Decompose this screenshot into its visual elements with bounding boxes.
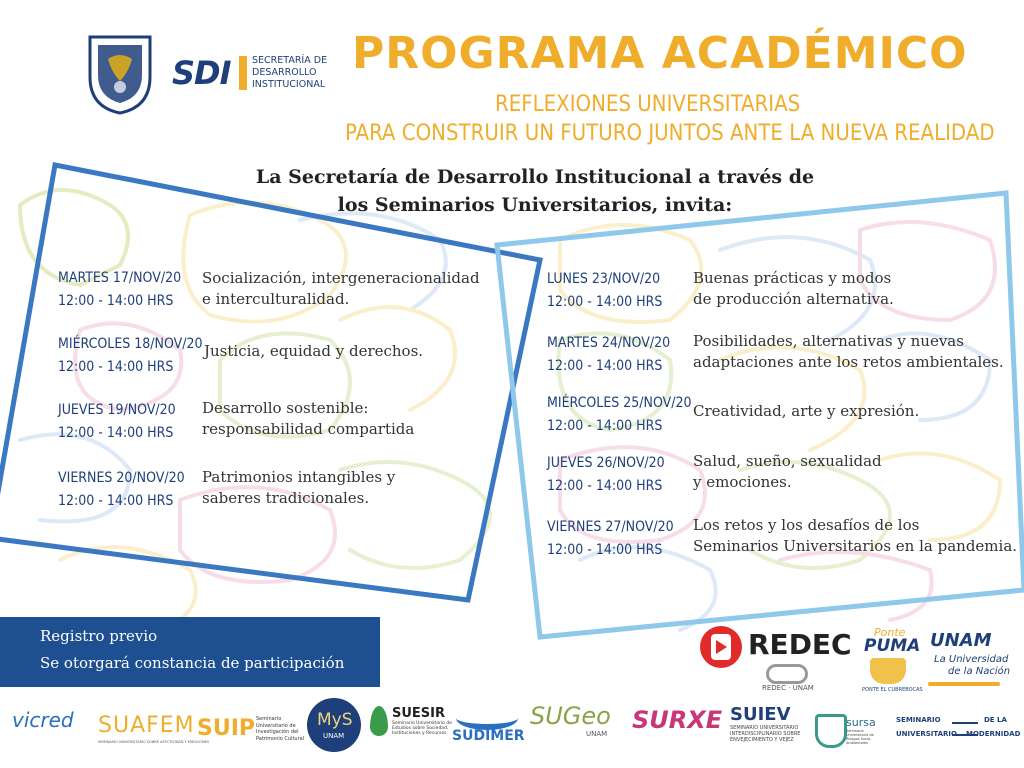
topic-line: de producción alternativa. (693, 290, 894, 308)
unam-nacion-logo (928, 630, 1011, 692)
session-time: 12:00 - 14:00 HRS (58, 293, 174, 309)
session-topic (202, 398, 414, 440)
suip-sub-line: Investigación del (256, 729, 299, 735)
surxe-logo: SURXE (632, 706, 723, 734)
sumd-line4: MODERNIDAD (966, 730, 1021, 738)
session-topic (693, 331, 1004, 373)
registration-line1: Registro previo (40, 627, 158, 645)
topic-line: e interculturalidad. (202, 290, 350, 308)
topic-line: Posibilidades, alternativas y nuevas (693, 332, 964, 350)
topic-line: Socialización, intergeneracionalidad (202, 269, 480, 287)
sdi-abbrev: SDI (172, 54, 231, 92)
left-frame (0, 165, 540, 600)
session-day: MARTES 24/NOV/20 (547, 335, 671, 351)
unam-nacion-swoosh (928, 682, 1000, 686)
suesir-sub2: Estudios sobre Sociedad, (392, 726, 449, 731)
vicred-logo (12, 708, 74, 732)
session-day: MIÉRCOLES 25/NOV/20 (547, 395, 692, 411)
unam-nacion-line2: de la Nación (948, 666, 1011, 677)
unam-nacion-title: UNAM (930, 630, 992, 651)
suesir-sub1: Seminario Universitario de (392, 721, 452, 726)
suiev-sub2: INTERDISCIPLINARIO SOBRE (730, 731, 801, 737)
registration-line2: Se otorgará constancia de participación (40, 654, 345, 672)
suiev-sub1: SEMINARIO UNIVERSITARIO (730, 725, 799, 731)
sumd-line2: DE LA (984, 716, 1007, 724)
mys-sub: UNAM (323, 732, 345, 740)
suesir-text: SUESIR (392, 706, 446, 721)
sumd-logo (896, 716, 1021, 746)
ponte-puma-sub: PONTE EL CUBREBOCAS (862, 687, 923, 693)
subtitle-line2: PARA CONSTRUIR UN FUTURO JUNTOS ANTE LA NUEVA REALIDAD (345, 121, 995, 146)
session-time: 12:00 - 14:00 HRS (547, 478, 663, 494)
list-item (547, 333, 670, 377)
sumd-wave-icon (952, 722, 978, 736)
topic-line: responsabilidad compartida (202, 420, 415, 438)
session-day: VIERNES 27/NOV/20 (547, 519, 674, 535)
sugeo-text: SUGeo (530, 702, 611, 730)
session-day: VIERNES 20/NOV/20 (58, 470, 185, 486)
suip-sub-line: Patrimonio Cultural (256, 735, 305, 742)
puma-text: PUMA (864, 636, 921, 656)
sdi-line3: INSTITUCIONAL (252, 79, 326, 90)
list-item (58, 468, 185, 512)
list-item (58, 268, 181, 312)
ponte-puma-logo (856, 624, 922, 696)
topic-line: Creatividad, arte y expresión. (693, 402, 920, 420)
suesir-sub3: Instituciones y Recursos (392, 731, 447, 736)
session-time: 12:00 - 14:00 HRS (58, 493, 174, 509)
session-day: JUEVES 19/NOV/20 (58, 402, 176, 418)
sugeo-logo (530, 702, 611, 738)
topic-line: adaptaciones ante los retos ambientales. (693, 353, 1004, 371)
page-title: PROGRAMA ACADÉMICO (352, 28, 968, 79)
sursa-sub: Seminario Universitario de Riesgos Socio-Ambientales (846, 729, 874, 745)
suiev-sub3: ENVEJECIMIENTO Y VEJEZ (730, 737, 794, 743)
topic-line: Desarrollo sostenible: (202, 399, 369, 417)
session-topic (204, 341, 423, 362)
session-time: 12:00 - 14:00 HRS (547, 542, 663, 558)
topic-line: Justicia, equidad y derechos. (204, 342, 424, 360)
session-time: 12:00 - 14:00 HRS (58, 425, 174, 441)
topic-line: saberes tradicionales. (202, 489, 370, 507)
redec-title: REDEC (748, 628, 852, 661)
sumd-line3: UNIVERSITARIO (896, 730, 957, 738)
play-triangle-icon (716, 640, 727, 654)
list-item (547, 393, 692, 437)
list-item (547, 517, 674, 561)
session-topic (693, 268, 894, 310)
sudimer-wave-icon (456, 706, 518, 730)
redec-mark-icon (766, 664, 808, 684)
mys-text: MyS (317, 710, 353, 730)
redec-logo (700, 624, 852, 698)
list-item (58, 400, 176, 444)
session-time: 12:00 - 14:00 HRS (547, 418, 663, 434)
list-item (547, 453, 665, 497)
session-topic (693, 515, 1017, 557)
unam-nacion-line1: La Universidad (934, 654, 1009, 665)
sdi-line1: SECRETARÍA DE (252, 55, 328, 66)
ponte-text: Ponte (874, 626, 906, 639)
session-time: 12:00 - 14:00 HRS (547, 294, 663, 310)
vicred-text: vicred (12, 708, 74, 732)
suip-sub (256, 716, 304, 742)
session-topic (202, 467, 395, 509)
topic-line: y emociones. (693, 473, 792, 491)
topic-line: Patrimonios intangibles y (202, 468, 396, 486)
invitation-line1: La Secretaría de Desarrollo Institucional a través de (255, 166, 815, 188)
topic-line: Salud, sueño, sexualidad (693, 452, 882, 470)
list-item (58, 334, 203, 378)
suafem-text: SUAFEM (98, 713, 195, 738)
suiev-logo (730, 704, 800, 743)
session-day: MIÉRCOLES 18/NOV/20 (58, 336, 203, 352)
sursa-text: sursa (846, 716, 876, 729)
redec-subtitle: REDEC · UNAM (762, 684, 814, 692)
sdi-line2: DESARROLLO (252, 67, 317, 78)
subtitle-line1: REFLEXIONES UNIVERSITARIAS (495, 92, 801, 117)
suip-logo (197, 716, 255, 741)
topic-line: Los retos y los desafíos de los (693, 516, 920, 534)
suesir-logo (392, 706, 452, 736)
sugeo-sub: UNAM (586, 730, 608, 738)
list-item (547, 269, 662, 313)
suafem-sub: SEMINARIO UNIVERSITARIO SOBRE AFECTIVIDAD Y EMOCIONES (98, 740, 210, 744)
session-time: 12:00 - 14:00 HRS (547, 358, 663, 374)
suip-sub-line: Seminario (256, 716, 282, 722)
session-time: 12:00 - 14:00 HRS (58, 359, 174, 375)
topic-line: Seminarios Universitarios en la pandemia. (693, 537, 1018, 555)
sursa-logo (846, 716, 886, 745)
suip-text: SUIP (197, 716, 256, 741)
suip-sub-line: Universitario de (256, 722, 296, 729)
sursa-shield-icon (815, 714, 847, 748)
topic-line: Buenas prácticas y modos (693, 269, 892, 287)
session-topic (202, 268, 480, 310)
suafem-logo (98, 713, 209, 744)
suiev-text: SUIEV (730, 704, 791, 725)
session-day: MARTES 17/NOV/20 (58, 270, 182, 286)
sumd-line1: SEMINARIO (896, 716, 941, 724)
puma-mask-icon (870, 658, 906, 684)
session-day: LUNES 23/NOV/20 (547, 271, 661, 287)
session-topic (693, 401, 919, 422)
session-topic (693, 451, 882, 493)
sudimer-logo: SUDIMER (452, 728, 525, 744)
registration-box (0, 617, 380, 687)
mys-logo (307, 698, 361, 752)
session-day: JUEVES 26/NOV/20 (547, 455, 665, 471)
invitation-line2: los Seminarios Universitarios, invita: (337, 194, 733, 216)
